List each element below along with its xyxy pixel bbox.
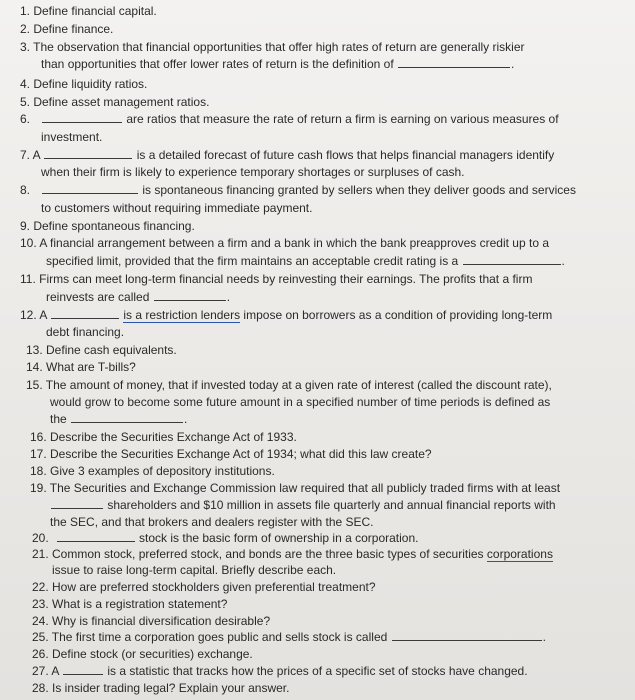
question-text: 21. Common stock, preferred stock, and bonds are the three basic types of securities xyxy=(32,547,487,561)
question-text: when their firm is likely to experience temporary shortages or surpluses of cash. xyxy=(41,165,465,179)
question-text: 25. The first time a corporation goes public and sells stock is called xyxy=(32,630,391,644)
question-24 xyxy=(32,614,270,628)
question-text: 16. Describe the Securities Exchange Act of 1933. xyxy=(30,430,297,444)
question-18 xyxy=(30,464,275,478)
question-14 xyxy=(26,360,136,374)
question-text: is spontaneous financing granted by sellers when they deliver goods and services xyxy=(139,183,576,197)
answer-blank[interactable] xyxy=(42,112,122,123)
question-number: 6. xyxy=(20,112,31,126)
question-text: 23. What is a registration statement? xyxy=(32,597,228,611)
question-text: 11. Firms can meet long-term financial needs by reinvesting their earnings. The profits that a firm xyxy=(20,272,533,286)
question-16 xyxy=(30,430,297,444)
question-text: 17. Describe the Securities Exchange Act of 1934; what did this law create? xyxy=(30,447,432,461)
question-11-cont xyxy=(46,290,230,304)
question-22 xyxy=(32,580,376,594)
question-15 xyxy=(26,378,552,392)
answer-blank[interactable] xyxy=(154,290,226,301)
underlined-text: corporations xyxy=(486,547,553,561)
punctuation: . xyxy=(226,290,231,304)
question-10-cont xyxy=(46,254,565,268)
answer-blank[interactable] xyxy=(63,664,103,675)
question-text: stock is the basic form of ownership in a corporation. xyxy=(135,531,419,545)
question-8 xyxy=(20,183,576,197)
question-28 xyxy=(32,681,289,695)
answer-blank[interactable] xyxy=(463,254,561,265)
question-19 xyxy=(30,481,560,495)
question-6-cont xyxy=(41,130,102,144)
question-19-cont2 xyxy=(50,515,374,529)
question-text: 28. Is insider trading legal? Explain your answer. xyxy=(32,681,290,695)
question-text: reinvests are called xyxy=(46,290,153,304)
question-text: shareholders and $10 million in assets file quarterly and annual financial reports with xyxy=(104,498,556,512)
question-text: 10. A financial arrangement between a firm and a bank in which the bank preapproves credit up to a xyxy=(20,236,549,250)
question-8-cont xyxy=(41,201,312,215)
answer-blank[interactable] xyxy=(51,498,103,509)
question-number: 8. xyxy=(20,183,31,197)
question-12 xyxy=(20,308,552,322)
question-text: 5. Define asset management ratios. xyxy=(20,95,210,109)
punctuation: . xyxy=(542,630,546,644)
question-number: 12. A xyxy=(20,308,51,322)
question-text: 1. Define financial capital. xyxy=(20,4,157,18)
answer-blank[interactable] xyxy=(398,57,510,68)
question-text: 9. Define spontaneous financing. xyxy=(20,219,195,233)
question-25 xyxy=(32,630,546,644)
question-text: specified limit, provided that the firm maintains an acceptable credit rating is a xyxy=(46,254,462,268)
question-7 xyxy=(20,148,554,162)
question-2 xyxy=(20,22,113,36)
question-text: 15. The amount of money, that if invested today at a given rate of interest (called the discount rate), xyxy=(26,378,552,392)
question-text: is a statistic that tracks how the prices of a specific set of stocks have changed. xyxy=(104,664,528,678)
answer-blank[interactable] xyxy=(42,183,138,194)
question-20 xyxy=(32,531,418,545)
question-text: are ratios that measure the rate of return a firm is earning on various measures of xyxy=(123,112,559,126)
question-7-cont xyxy=(41,165,465,179)
question-text: 4. Define liquidity ratios. xyxy=(20,77,148,91)
question-17 xyxy=(30,447,432,461)
answer-blank[interactable] xyxy=(71,412,183,423)
question-text: the SEC, and that brokers and dealers register with the SEC. xyxy=(50,515,374,529)
question-5 xyxy=(20,95,209,109)
punctuation: . xyxy=(184,412,188,426)
question-number: 27. A xyxy=(32,664,63,678)
question-number: 20. xyxy=(32,531,49,545)
question-text: is a detailed forecast of future cash flows that helps financial managers identify xyxy=(133,148,555,162)
punctuation: . xyxy=(561,254,565,268)
answer-blank[interactable] xyxy=(57,531,135,542)
question-text: 13. Define cash equivalents. xyxy=(26,343,177,357)
question-15-cont xyxy=(50,395,550,409)
question-text: debt financing. xyxy=(46,325,125,339)
question-27 xyxy=(32,664,528,678)
question-19-cont xyxy=(50,498,556,512)
question-15-cont2 xyxy=(50,412,187,426)
question-text: to customers without requiring immediate payment. xyxy=(41,201,313,215)
question-21-cont xyxy=(52,563,336,577)
question-text: 19. The Securities and Exchange Commission law required that all publicly traded firms with at least xyxy=(30,481,561,495)
question-text: 18. Give 3 examples of depository institutions. xyxy=(30,464,275,478)
underlined-text: is a restriction lenders xyxy=(123,308,241,322)
answer-blank[interactable] xyxy=(392,630,542,641)
question-text: would grow to become some future amount in a specified number of time periods is defined as xyxy=(50,395,551,409)
question-6 xyxy=(20,112,559,126)
question-4 xyxy=(20,77,147,91)
question-3 xyxy=(20,40,525,54)
question-21 xyxy=(32,547,553,561)
question-23 xyxy=(32,597,227,611)
question-1 xyxy=(20,4,157,18)
question-text: impose on borrowers as a condition of providing long-term xyxy=(240,308,553,322)
question-text: investment. xyxy=(41,130,103,144)
question-11 xyxy=(20,272,532,286)
question-13 xyxy=(26,343,177,357)
question-10 xyxy=(20,236,549,250)
question-text: 14. What are T-bills? xyxy=(26,360,136,374)
question-number: 7. A xyxy=(20,148,44,162)
question-26 xyxy=(32,647,253,661)
question-text: the xyxy=(50,412,71,426)
question-text: 22. How are preferred stockholders given preferential treatment? xyxy=(32,580,376,594)
question-9 xyxy=(20,219,195,233)
question-text: 24. Why is financial diversification desirable? xyxy=(32,614,271,628)
punctuation: . xyxy=(511,57,515,71)
question-text: 3. The observation that financial opportunities that offer high rates of return are generally riskier xyxy=(20,40,525,54)
question-3-cont xyxy=(41,57,514,71)
question-text: 2. Define finance. xyxy=(20,22,114,36)
answer-blank[interactable] xyxy=(51,308,119,319)
question-text: issue to raise long-term capital. Briefly describe each. xyxy=(52,563,337,577)
question-12-cont xyxy=(46,325,124,339)
question-text: than opportunities that offer lower rates of return is the definition of xyxy=(41,57,397,71)
question-text: 26. Define stock (or securities) exchange. xyxy=(32,647,253,661)
answer-blank[interactable] xyxy=(44,148,132,159)
